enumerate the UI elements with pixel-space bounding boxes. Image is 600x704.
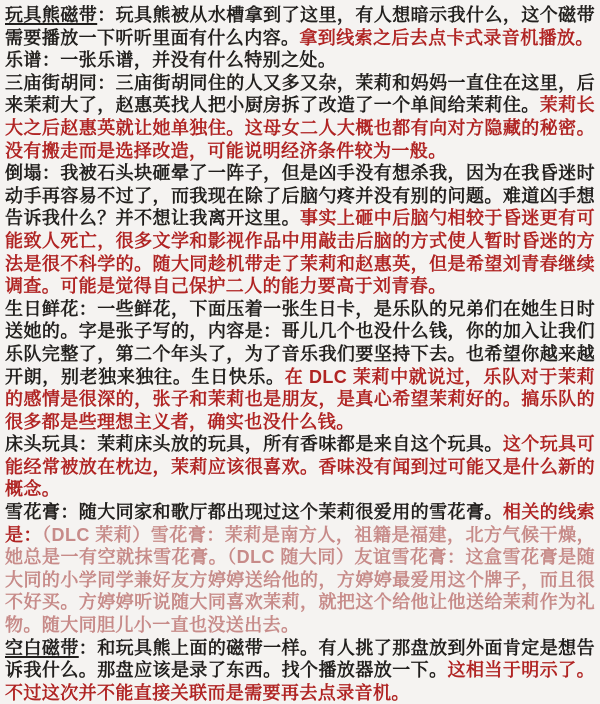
- text-segment-black: 玩具熊被从水槽拿到了这里，有人想暗示我什么，这个磁带需要播放一下听听里面有什么内容。: [5, 5, 596, 48]
- text-segment-black: 茉莉床头放的玩具，所有香味都是来自这个玩具。: [97, 434, 503, 455]
- text-segment-black: 三庙街胡同住的人又多又杂，茉莉和妈妈一直住在这里，后来茉莉大了，赵惠英找人把小厨房拆了改造了一个单间给茉莉住。: [5, 72, 596, 116]
- text-segment-red: 这相当于明示了。不过这次并不能直接关联而是需要再去点录音机。: [5, 660, 595, 703]
- text-segment-red: 在 DLC 茉莉中就说过，乐队对于茉莉的感情是很深的，张子和茉莉也是朋友，是真心希望茉莉好的。搞乐队的很多都是些理想主义者，确实也没什么钱。: [5, 366, 595, 432]
- text-segment-red: 茉莉长大之后赵惠英就让她单独住。这母女二人大概也都有向对方隐藏的秘密。没有搬走而是选择改造，可能说明经济条件较为一般。: [5, 95, 595, 161]
- section-title-snow-cream: 雪花膏: [5, 502, 61, 523]
- section-title-sheet-music: 乐谱: [5, 50, 42, 71]
- text-segment-black: 我被石头块砸晕了一阵子，但是凶手没有想杀我，因为在我昏迷时动手再容易不过了，而我现在除了后脑勺疼并没有别的问题。难道凶手想告诉我什么？并不想让我离开这里。: [5, 163, 595, 229]
- section-title-colon: ：: [41, 163, 61, 184]
- section-title-colon: ：: [78, 298, 98, 319]
- note-section-collapse: [5, 162, 595, 298]
- section-title-birthday-flowers: 生日鲜花: [5, 298, 79, 319]
- section-title-collapse: 倒塌: [5, 163, 42, 184]
- note-section-snow-cream: [5, 501, 595, 637]
- text-segment-red: 事实上砸中后脑勺相较于昏迷更有可能致人死亡，很多文学和影视作品中用敲击后脑的方式使人暂时昏迷的方法是很不科学的。随大同趁机带走了茉莉和赵惠英，但是希望刘青春继续调查。可能是觉得自己保护二人的能力要高于刘青春。: [5, 208, 595, 297]
- section-title-bedside-toy: 床头玩具: [5, 434, 79, 455]
- section-title-colon: ：: [78, 434, 98, 455]
- section-title-colon: ：: [97, 72, 116, 93]
- section-title-sanmiao-street-hutong: 三庙街胡同: [5, 72, 98, 93]
- text-segment-black: 一张乐谱，并没有什么特别之处。: [60, 50, 337, 71]
- section-title-colon: ：: [41, 50, 61, 71]
- section-title-blank-tape: 空白磁带: [5, 637, 79, 658]
- text-segment-black: 随大同家和歌厅都出现过这个茉莉很爱用的雪花膏。: [78, 502, 503, 523]
- text-segment-red: 拿到线索之后去点卡式录音机播放。: [299, 27, 594, 48]
- note-section-blank-tape: [5, 637, 595, 704]
- text-segment-black: 和玩具熊上面的磁带一样。有人挑了那盘放到外面肯定是想告诉我什么。那盘应该是录了东西。找个播放器放一下。: [5, 637, 595, 681]
- note-section-toy-bear-tape: [5, 4, 595, 49]
- note-section-birthday-flowers: [5, 298, 595, 434]
- section-title-colon: ：: [78, 637, 98, 658]
- note-section-sanmiao-street-hutong: [5, 72, 595, 162]
- section-title-colon: ：: [60, 502, 79, 523]
- section-title-colon: ：: [97, 5, 116, 25]
- section-title-toy-bear-tape: 玩具熊磁带: [5, 5, 98, 25]
- text-segment-black: 一些鲜花，下面压着一张生日卡，是乐队的兄弟们在她生日时送她的。字是张子写的，内容是：哥儿几个也没什么钱，你的加入让我们乐队完整了，第二个年头了，为了音乐我们要坚持下去。也希望你越来越开朗，别老独来独往。生日快乐。: [5, 298, 595, 387]
- note-section-sheet-music: [5, 49, 595, 72]
- text-segment-red: 这个玩具可能经常被放在枕边，茉莉应该很喜欢。香味没有闻到过可能又是什么新的概念。: [5, 434, 596, 500]
- note-section-bedside-toy: [5, 433, 595, 501]
- text-segment-red: 相关的线索是：: [5, 502, 596, 545]
- text-segment-faded-red: （DLC 茉莉）雪花膏：茉莉是南方人，祖籍是福建，北方气候干燥，她总是一有空就抹雪花膏。（DLC 随大同）友谊雪花膏：这盒雪花膏是随大同的小学同学兼好友方婷婷送给他的，方婷婷最爱用这个牌子，而且很不好买。方婷婷听说随大同喜欢茉莉，就把这个给他让他送给茉莉作为礼物。随大同胆儿小一直也没送出去。: [5, 524, 595, 636]
